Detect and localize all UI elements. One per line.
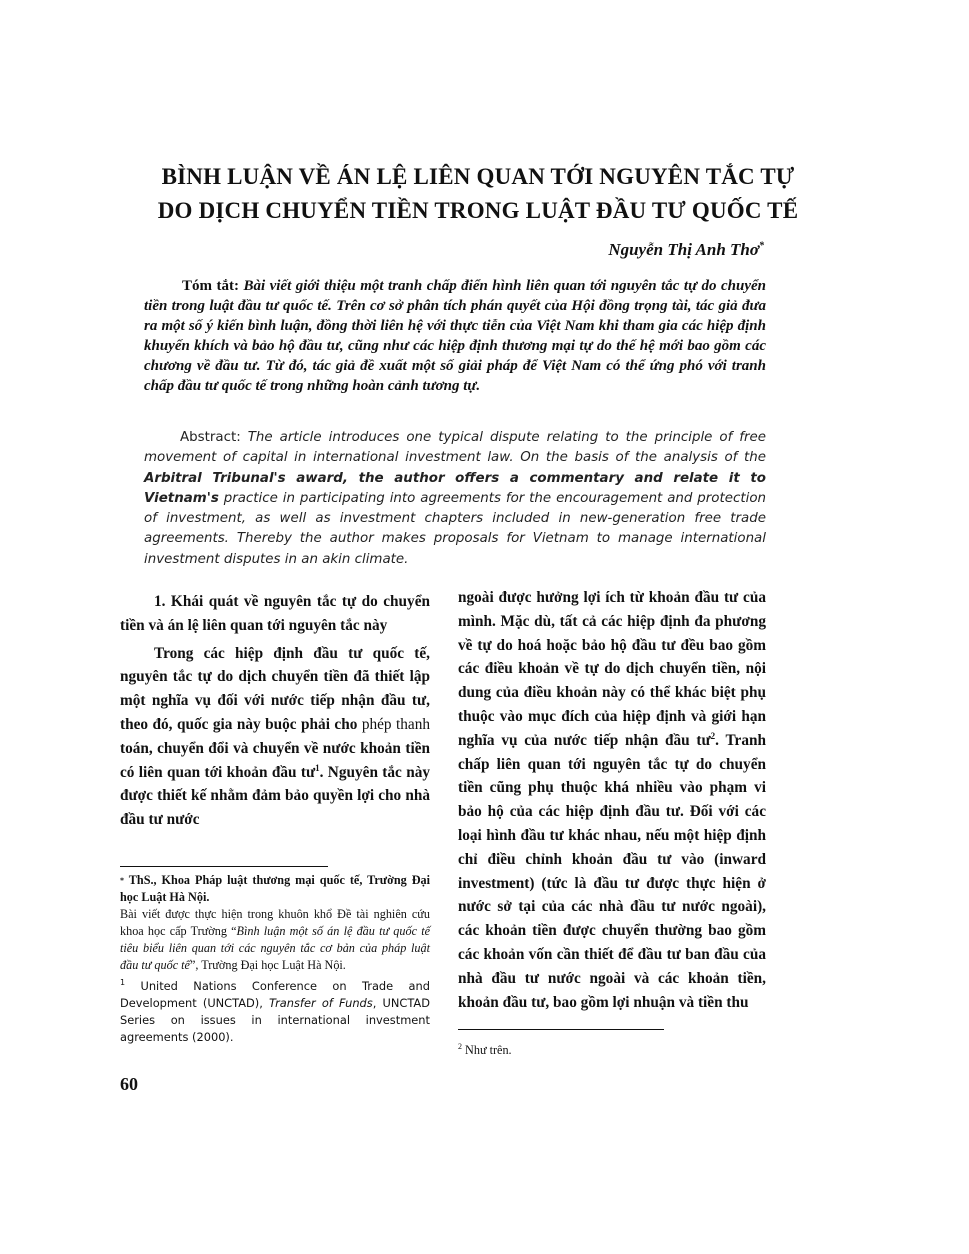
footnotes-left: [120, 872, 430, 1046]
footnote-project-part-2: ”, Trường Đại học Luật Hà Nội.: [189, 958, 346, 972]
footnote-1-part-2: , UNCTAD Series on issues in international investment agreements (2000).: [120, 995, 430, 1044]
abstract-text-bold: Arbitral Tribunal's award, the author offers a commentary and relate it to Vietnam's: [144, 470, 766, 506]
footnote-1: [120, 974, 430, 1046]
footnote-star-mark: *: [120, 876, 124, 885]
paragraph-normal-text: phép thanh: [361, 715, 431, 733]
footnote-ref-1: 1: [315, 762, 320, 773]
abstract-english: [144, 428, 766, 570]
author-name: Nguyễn Thị Anh Thơ: [608, 240, 759, 259]
footnote-1-mark: 1: [120, 978, 126, 987]
footnote-project: [120, 906, 430, 974]
summary-label: Tóm tắt:: [182, 278, 239, 294]
footnote-2-text: Như trên.: [465, 1043, 512, 1058]
article-title-line-2: DO DỊCH CHUYỂN TIỀN TRONG LUẬT ĐẦU TƯ QUỐC TẾ: [157, 198, 799, 223]
footnote-separator-left: [120, 866, 328, 867]
section-heading: 1. Khái quát về nguyên tắc tự do chuyển tiền và án lệ liên quan tới nguyên tắc này: [120, 593, 430, 634]
paragraph-part-3: . Nguyên tắc này được thiết kế nhằm đảm bảo quyền lợi cho nhà đầu tư nước: [120, 763, 431, 829]
footnote-project-title: Bình luận một số án lệ đầu tư quốc tế tiêu biểu liên quan tới các nguyên tắc cơ bản của pháp luật đầu tư quốc tế: [120, 924, 431, 972]
footnote-author: [120, 872, 430, 906]
page-number: 60: [120, 1074, 138, 1094]
footnote-author-text: ThS., Khoa Pháp luật thương mại quốc tế, Trường Đại học Luật Hà Nội.: [120, 873, 430, 904]
footnote-2-mark: 2: [458, 1042, 462, 1051]
right-text-part-1: ngoài được hưởng lợi ích từ khoản đầu tư của mình. Mặc dù, tất cả các hiệp định đa phương về tự do hoá hoặc bảo hộ đầu tư đều bao gồm các điều khoản về tự do dịch chuyển tiền, nội dung của điều khoản này có thể khác biệt phụ thuộc vào mục đích của hiệp định và giới hạn nghĩa vụ của nước tiếp nhận đầu tư: [458, 589, 766, 749]
author-footnote-mark: *: [759, 240, 764, 252]
article-title-line-1: BÌNH LUẬN VỀ ÁN LỆ LIÊN QUAN TỚI NGUYÊN TẮC TỰ: [161, 164, 795, 189]
footnote-1-title: Transfer of Funds: [269, 995, 373, 1010]
abstract-label: Abstract:: [180, 430, 241, 445]
footnote-1-part-1: United Nations Conference on Trade and Development (UNCTAD),: [120, 978, 430, 1010]
footnote-2: [458, 1038, 758, 1059]
summary-vietnamese: [144, 276, 766, 396]
footnote-ref-2: 2: [710, 730, 716, 741]
paragraph-part-2: toán, chuyển đổi và chuyển về nước khoản tiền có liên quan tới khoản đầu tư: [120, 739, 430, 781]
author-byline: [608, 240, 764, 260]
abstract-text-part-1: The article introduces one typical dispute relating to the principle of free movement of capital in international investment law. On the basis of the analysis of the: [144, 430, 766, 466]
paragraph-part-1: Trong các hiệp định đầu tư quốc tế, nguyên tắc tự do dịch chuyển tiền đã thiết lập một nghĩa vụ đối với nước tiếp nhận đầu tư, theo đó, quốc gia này buộc phải cho: [120, 644, 430, 733]
right-column-paragraph: [458, 586, 766, 1014]
right-text-part-2: . Tranh chấp liên quan tới nguyên tắc tự do chuyển tiền cũng phụ thuộc khá nhiều vào phạm vi bảo hộ của các hiệp định đầu tư. Đối với các loại hình đầu tư khác nhau, nếu một hiệp định chỉ điều chỉnh khoản đầu tư vào (inward investment) (tức là đầu tư được thực hiện ở nước sở tại của các nhà đầu tư nước ngoài), các khoản tiền được chuyển thường bao gồm các khoản vốn cần thiết để đầu tư ban đầu của nhà đầu tư nước ngoài và các khoản tiền, khoản đầu tư, bao gồm lợi nhuận và tiền thu: [458, 731, 766, 1011]
article-title: [118, 160, 838, 228]
right-column: [458, 586, 766, 1014]
footnote-separator-right: [458, 1029, 664, 1030]
section-paragraph: [120, 642, 430, 832]
left-column: [120, 590, 430, 832]
footnote-project-part-1: Bài viết được thực hiện trong khuôn khổ Đề tài nghiên cứu khoa học cấp Trường “: [120, 907, 430, 938]
summary-text: Bài viết giới thiệu một tranh chấp điển hình liên quan tới nguyên tắc tự do chuyển tiền trong luật đầu tư quốc tế. Trên cơ sở phân tích phán quyết của Hội đồng trọng tài, tác giả đưa ra một số ý kiến bình luận, đồng thời liên hệ với thực tiễn của Việt Nam khi tham gia các hiệp định khuyến khích và bảo hộ đầu tư, cũng như các hiệp định thương mại tự do thế hệ mới bao gồm các chương về đầu tư. Từ đó, tác giả đề xuất một số giải pháp để Việt Nam có thể ứng phó với tranh chấp đầu tư quốc tế trong những hoàn cảnh tương tự.: [144, 278, 767, 394]
abstract-text-part-2: practice in participating into agreements for the encouragement and protection of investment, as well as investment chapters included in new-generation free trade agreements. Thereby the author makes proposals for Vietnam to manage international investment disputes in an akin climate.: [144, 490, 767, 567]
